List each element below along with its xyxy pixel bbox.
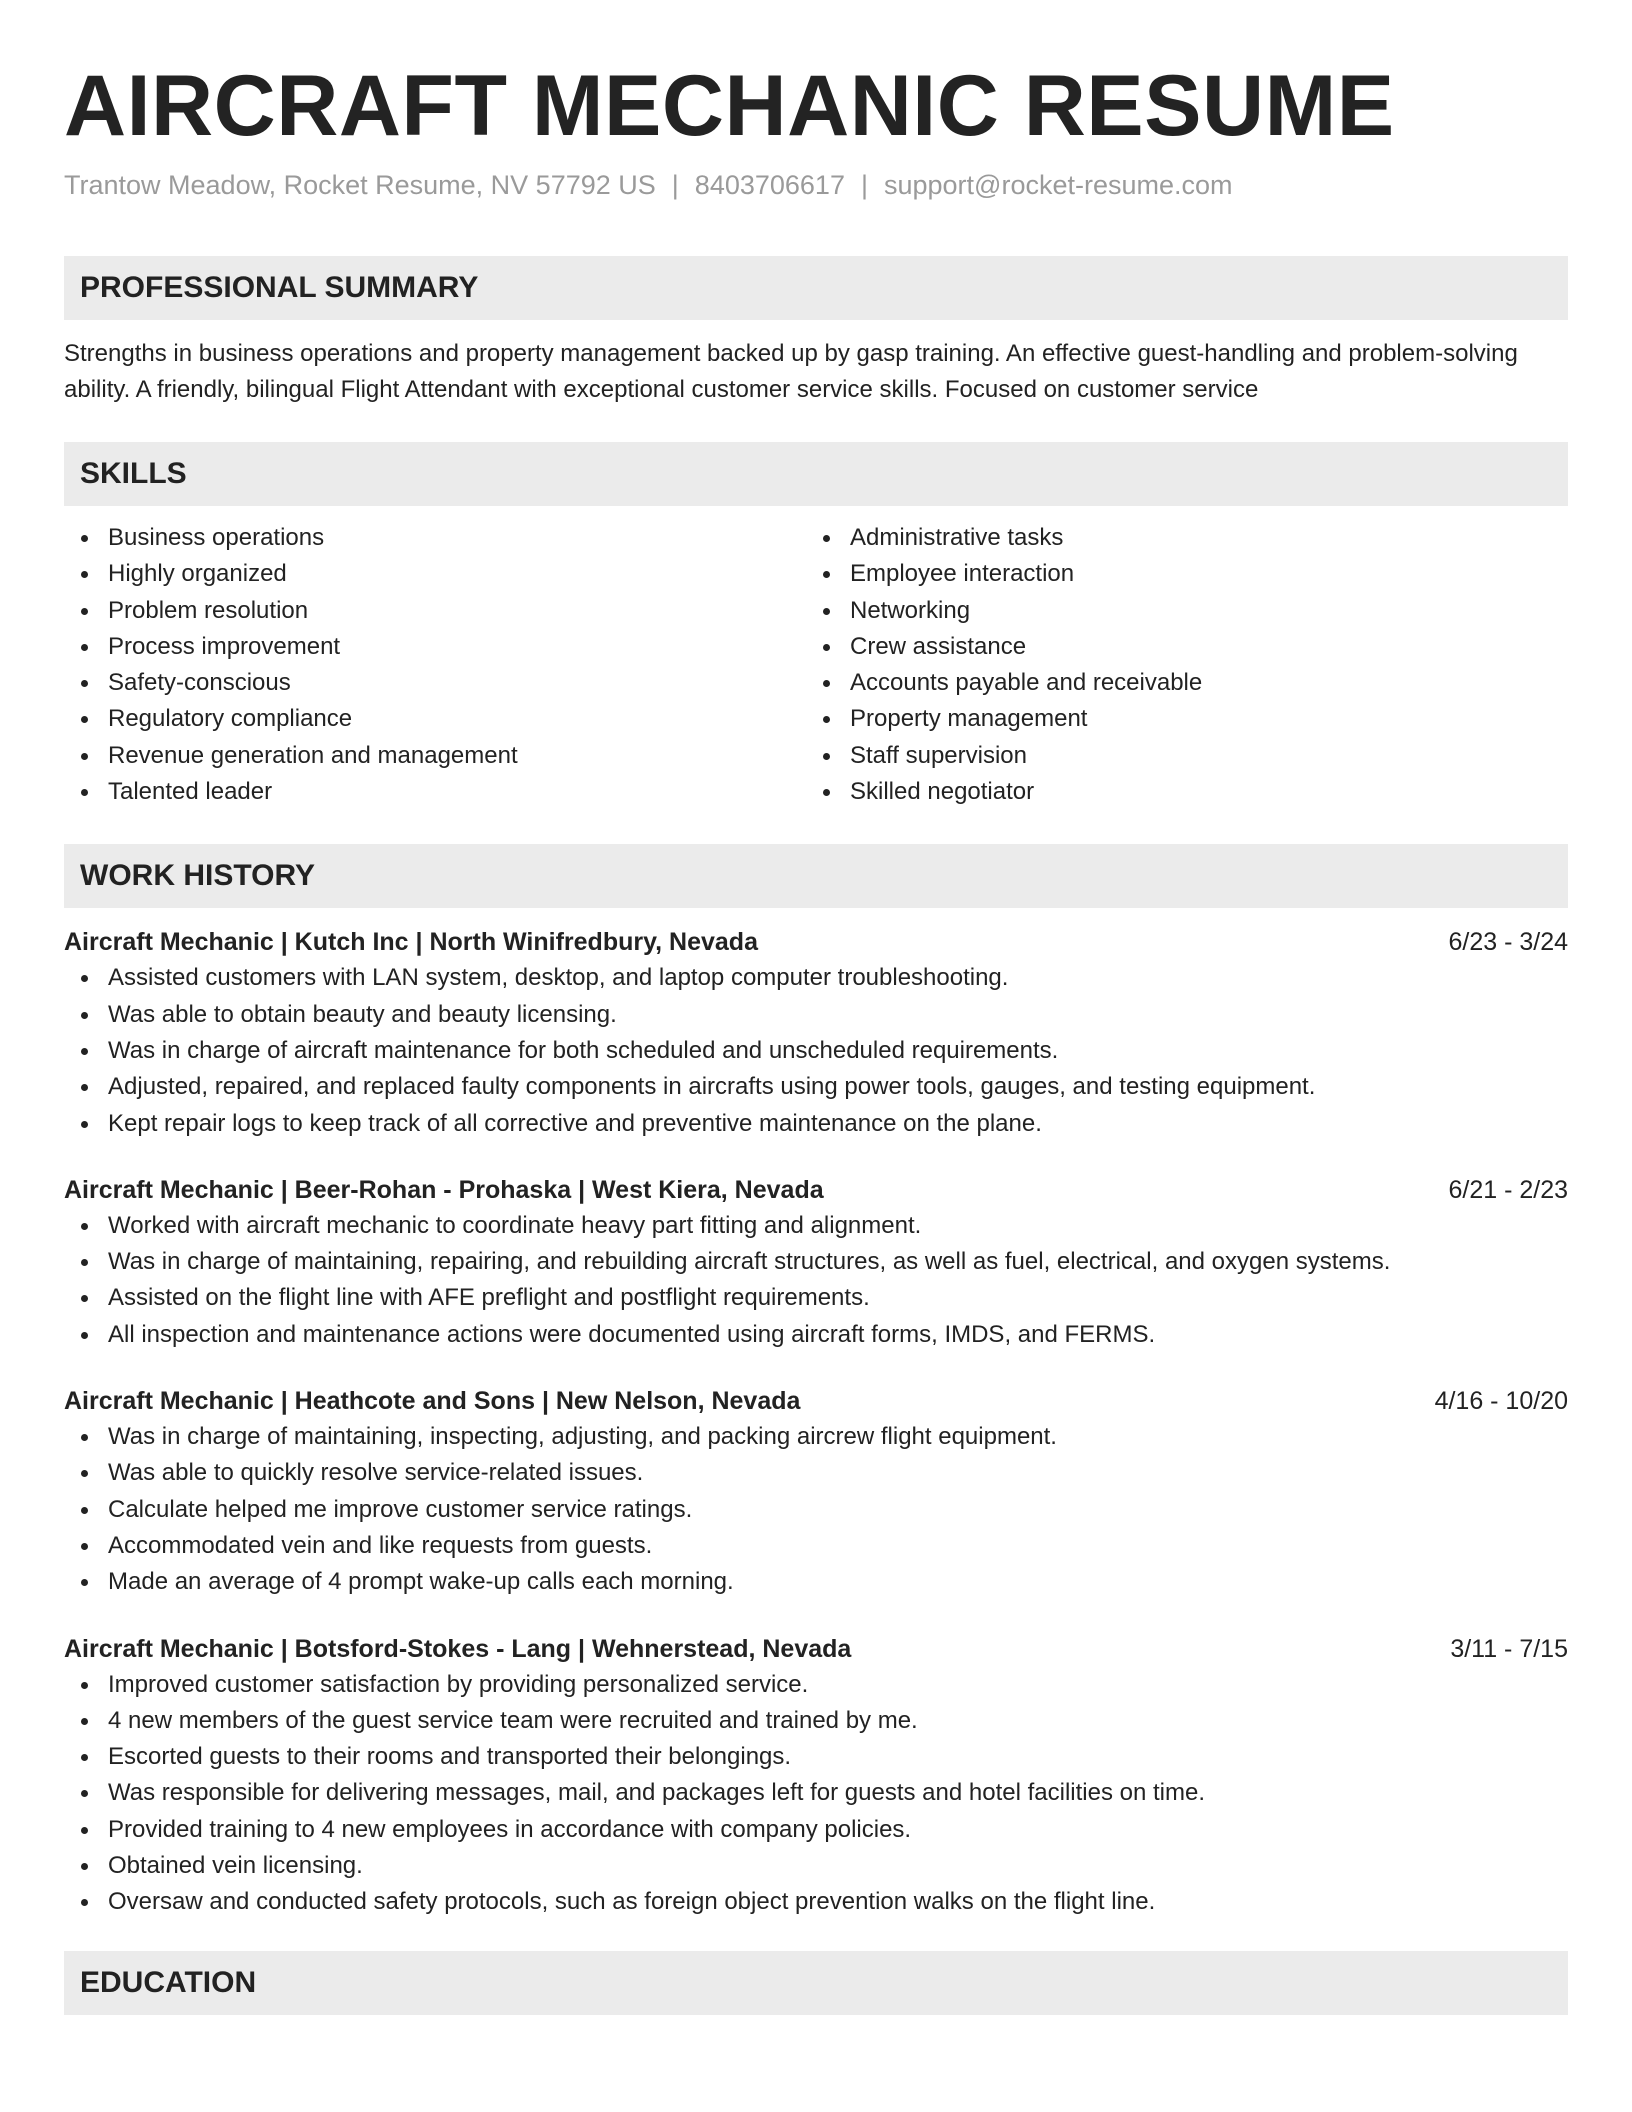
summary-heading: PROFESSIONAL SUMMARY bbox=[64, 256, 1568, 320]
job-title: Aircraft Mechanic | Heathcote and Sons | New Nelson, Nevada bbox=[64, 1387, 801, 1416]
skill-item: Skilled negotiator bbox=[806, 774, 1548, 810]
job-bullet: All inspection and maintenance actions were documented using aircraft forms, IMDS, and FERMS. bbox=[64, 1317, 1568, 1353]
skill-item: Regulatory compliance bbox=[64, 701, 806, 737]
skill-item: Revenue generation and management bbox=[64, 738, 806, 774]
job-entry bbox=[64, 1172, 1568, 1353]
skill-item: Accounts payable and receivable bbox=[806, 665, 1548, 701]
job-bullets bbox=[64, 960, 1568, 1141]
skills-left-column bbox=[64, 520, 806, 810]
summary-text: Strengths in business operations and property management backed up by gasp training. An effective guest-handling and problem-solving ability. A friendly, bilingual Flight Attendant with exceptional customer service skills. Focused on customer service bbox=[64, 340, 1518, 403]
job-bullet: Accommodated vein and like requests from guests. bbox=[64, 1528, 1568, 1564]
job-entry bbox=[64, 1383, 1568, 1600]
skill-item: Safety-conscious bbox=[64, 665, 806, 701]
job-title: Aircraft Mechanic | Kutch Inc | North Winifredbury, Nevada bbox=[64, 928, 758, 957]
job-bullet: Kept repair logs to keep track of all corrective and preventive maintenance on the plane. bbox=[64, 1106, 1568, 1142]
resume-title: AIRCRAFT MECHANIC RESUME bbox=[64, 58, 1395, 154]
skill-item: Business operations bbox=[64, 520, 806, 556]
contact-email: support@rocket-resume.com bbox=[883, 170, 1233, 200]
job-bullet: Made an average of 4 prompt wake-up calls each morning. bbox=[64, 1564, 1568, 1600]
job-bullet: Assisted on the flight line with AFE preflight and postflight requirements. bbox=[64, 1280, 1568, 1316]
contact-separator: | bbox=[671, 170, 679, 200]
resume-page bbox=[64, 0, 1568, 2015]
job-bullet: Adjusted, repaired, and replaced faulty components in aircrafts using power tools, gauges, and testing equipment. bbox=[64, 1069, 1568, 1105]
job-entry bbox=[64, 924, 1568, 1141]
skills-grid bbox=[64, 520, 1568, 810]
job-bullet: Provided training to 4 new employees in accordance with company policies. bbox=[64, 1812, 1568, 1848]
job-dates: 6/21 - 2/23 bbox=[1448, 1175, 1568, 1204]
contact-line bbox=[64, 168, 1568, 202]
job-bullet: Calculate helped me improve customer service ratings. bbox=[64, 1492, 1568, 1528]
job-dates: 6/23 - 3/24 bbox=[1448, 928, 1568, 957]
education-heading: EDUCATION bbox=[64, 1951, 1568, 2015]
job-bullet: Was able to obtain beauty and beauty licensing. bbox=[64, 997, 1568, 1033]
job-bullet: Was in charge of maintaining, repairing, and rebuilding aircraft structures, as well as fuel, electrical, and oxygen systems. bbox=[64, 1244, 1568, 1280]
job-dates: 4/16 - 10/20 bbox=[1434, 1387, 1568, 1416]
job-header bbox=[64, 1631, 1568, 1667]
job-header bbox=[64, 924, 1568, 960]
job-bullets bbox=[64, 1208, 1568, 1353]
job-bullet: Was able to quickly resolve service-related issues. bbox=[64, 1455, 1568, 1491]
skills-right-column bbox=[806, 520, 1548, 810]
job-bullet: Obtained vein licensing. bbox=[64, 1848, 1568, 1884]
skill-item: Property management bbox=[806, 701, 1548, 737]
job-title: Aircraft Mechanic | Botsford-Stokes - Lang | Wehnerstead, Nevada bbox=[64, 1634, 852, 1663]
skill-item: Staff supervision bbox=[806, 738, 1548, 774]
skill-item: Talented leader bbox=[64, 774, 806, 810]
job-bullet: Oversaw and conducted safety protocols, such as foreign object prevention walks on the flight line. bbox=[64, 1884, 1568, 1920]
job-dates: 3/11 - 7/15 bbox=[1450, 1634, 1568, 1663]
job-entry bbox=[64, 1631, 1568, 1921]
contact-phone: 8403706617 bbox=[694, 170, 845, 200]
skill-item: Networking bbox=[806, 593, 1548, 629]
skill-item: Crew assistance bbox=[806, 629, 1548, 665]
work-history-heading: WORK HISTORY bbox=[64, 844, 1568, 908]
job-bullet: 4 new members of the guest service team were recruited and trained by me. bbox=[64, 1703, 1568, 1739]
skill-item: Highly organized bbox=[64, 556, 806, 592]
job-bullet: Improved customer satisfaction by providing personalized service. bbox=[64, 1667, 1568, 1703]
skill-item: Administrative tasks bbox=[806, 520, 1548, 556]
job-bullet: Was in charge of aircraft maintenance for both scheduled and unscheduled requirements. bbox=[64, 1033, 1568, 1069]
job-title: Aircraft Mechanic | Beer-Rohan - Prohaska | West Kiera, Nevada bbox=[64, 1175, 824, 1204]
job-bullet: Worked with aircraft mechanic to coordinate heavy part fitting and alignment. bbox=[64, 1208, 1568, 1244]
job-bullets bbox=[64, 1419, 1568, 1600]
job-bullets bbox=[64, 1667, 1568, 1921]
skills-heading: SKILLS bbox=[64, 442, 1568, 506]
job-bullet: Assisted customers with LAN system, desktop, and laptop computer troubleshooting. bbox=[64, 960, 1568, 996]
job-bullet: Was in charge of maintaining, inspecting, adjusting, and packing aircrew flight equipment. bbox=[64, 1419, 1568, 1455]
skill-item: Problem resolution bbox=[64, 593, 806, 629]
skill-item: Process improvement bbox=[64, 629, 806, 665]
job-header bbox=[64, 1383, 1568, 1419]
job-bullet: Escorted guests to their rooms and transported their belongings. bbox=[64, 1739, 1568, 1775]
contact-address: Trantow Meadow, Rocket Resume, NV 57792 US bbox=[64, 170, 656, 200]
contact-separator: | bbox=[860, 170, 868, 200]
job-bullet: Was responsible for delivering messages, mail, and packages left for guests and hotel facilities on time. bbox=[64, 1775, 1568, 1811]
skill-item: Employee interaction bbox=[806, 556, 1548, 592]
job-header bbox=[64, 1172, 1568, 1208]
